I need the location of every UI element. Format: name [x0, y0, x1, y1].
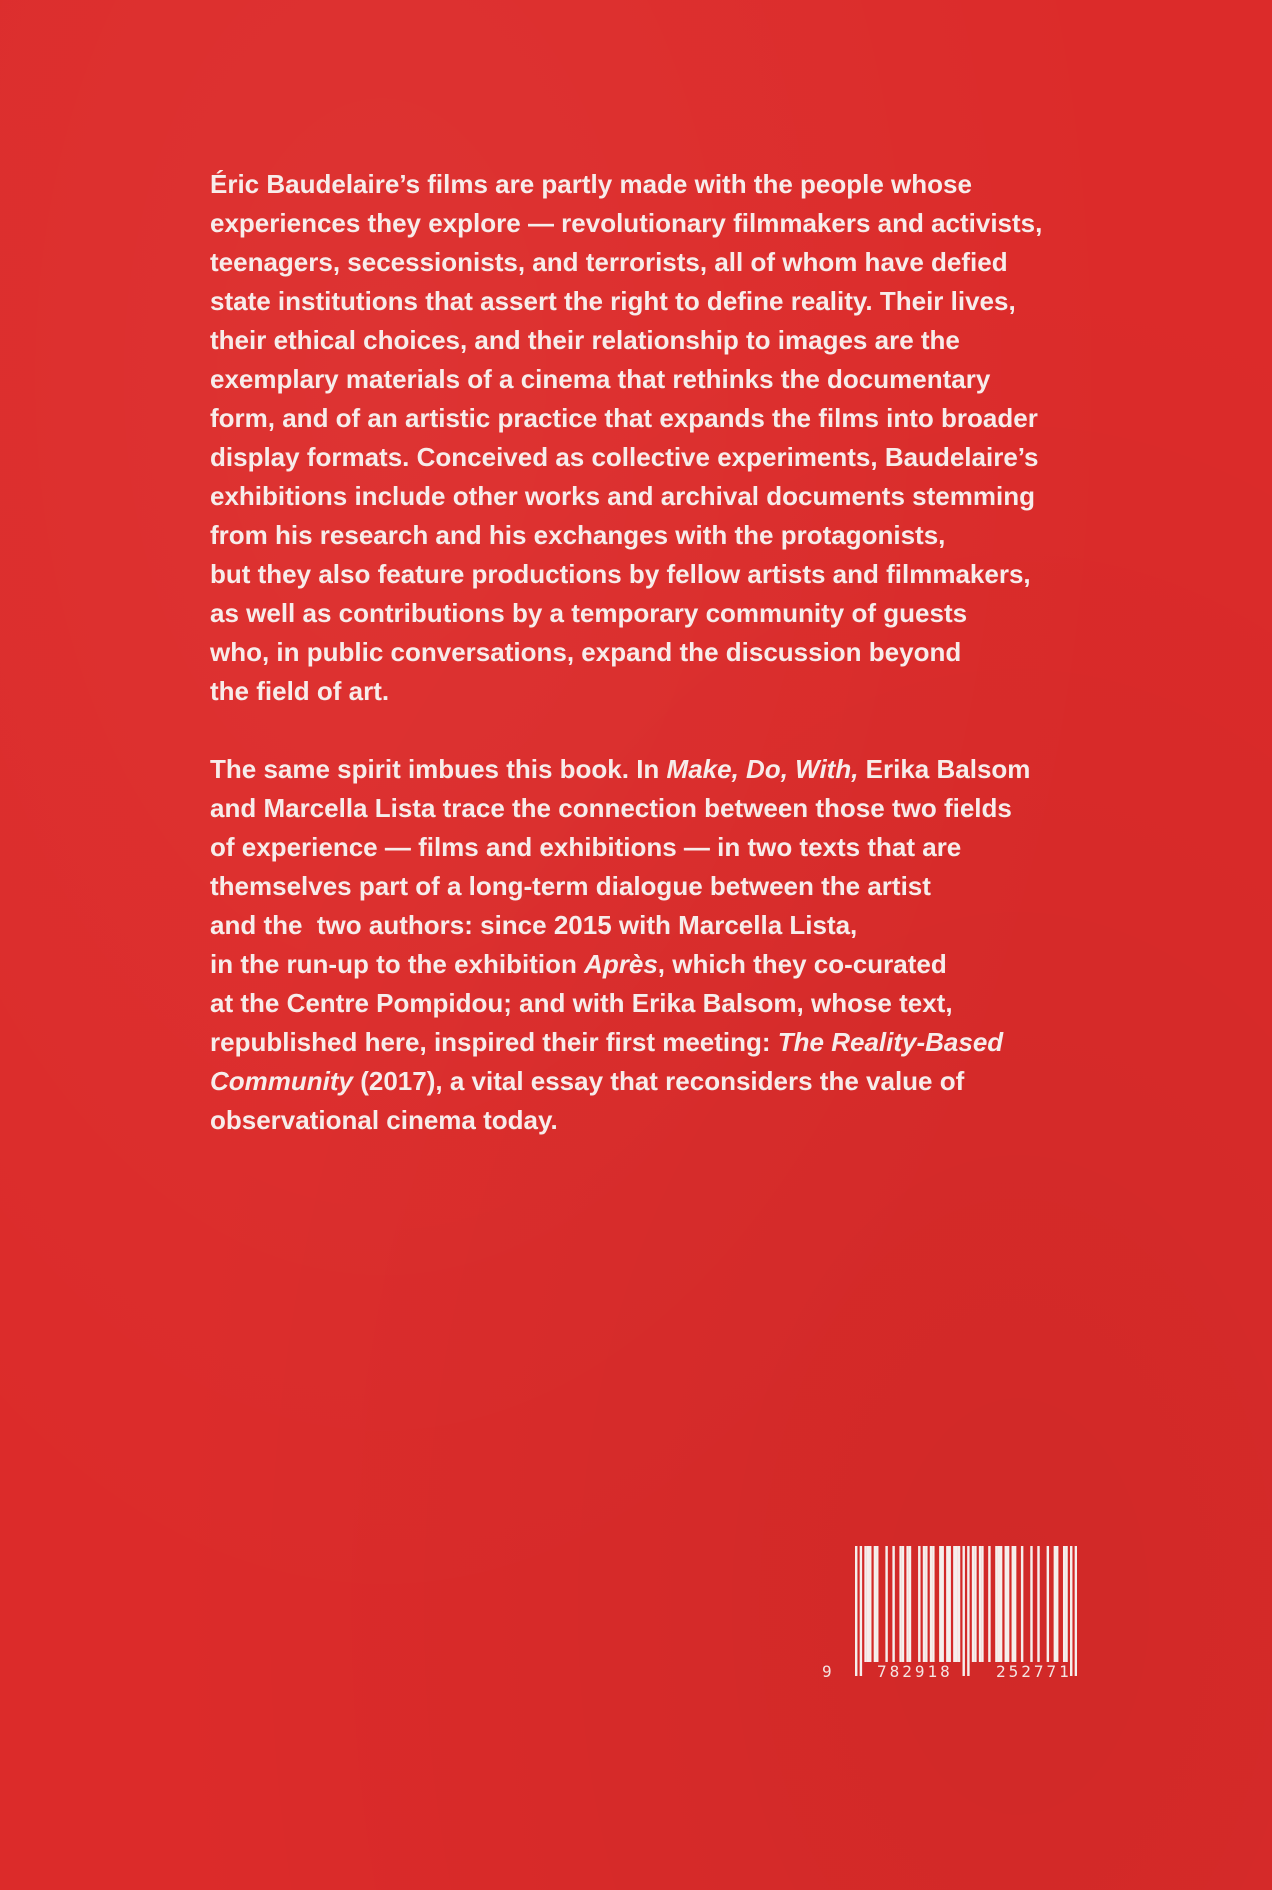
barcode-bar: [925, 1546, 927, 1662]
text-line: observational cinema today.: [210, 1105, 558, 1135]
barcode-bar: [874, 1546, 876, 1662]
text-run: republished here, inspired their first meeting:: [210, 1027, 778, 1057]
barcode-bar: [1000, 1546, 1002, 1662]
barcode-bar: [1070, 1546, 1072, 1676]
barcode-bar: [909, 1546, 911, 1662]
barcode-bar: [998, 1546, 1000, 1662]
barcode-bar: [1014, 1546, 1016, 1662]
barcode-bar: [1054, 1546, 1056, 1662]
barcode-bar: [899, 1546, 901, 1662]
barcode-first-digit: 9: [822, 1662, 835, 1681]
text-run: in the run-up to the exhibition: [210, 949, 585, 979]
text-run: Erika Balsom: [858, 754, 1031, 784]
barcode-bar: [1012, 1546, 1014, 1662]
barcode-bar: [855, 1546, 857, 1676]
text-line: at the Centre Pompidou; and with Erika Balsom, whose text,: [210, 988, 953, 1018]
text-run: The same spirit imbues this book. In: [210, 754, 667, 784]
barcode-bar: [918, 1546, 920, 1662]
barcode-bar: [972, 1546, 974, 1662]
text-line: state institutions that assert the right to define reality. Their lives,: [210, 286, 1016, 316]
barcode-bar: [892, 1546, 894, 1662]
text-line: who, in public conversations, expand the discussion beyond: [210, 637, 962, 667]
barcode-bar: [923, 1546, 925, 1662]
text-run: (2017), a vital essay that reconsiders the value of: [353, 1066, 965, 1096]
text-line: from his research and his exchanges with the protagonists,: [210, 520, 946, 550]
barcode-bar: [1037, 1546, 1039, 1662]
text-run: , which they co-curated: [657, 949, 947, 979]
text-line: themselves part of a long-term dialogue between the artist: [210, 871, 931, 901]
book-title-italic: Make, Do, With,: [666, 754, 859, 784]
barcode-left-group: 782918: [877, 1662, 953, 1681]
barcode-bar: [955, 1546, 957, 1662]
text-line: [210, 1062, 1110, 1101]
barcode-bar: [1005, 1546, 1007, 1662]
barcode-bar: [941, 1546, 943, 1662]
text-line: of experience — films and exhibitions — in two texts that are: [210, 832, 962, 862]
text-line: form, and of an artistic practice that expands the films into broader: [210, 403, 1038, 433]
text-line: exhibitions include other works and archival documents stemming: [210, 481, 1035, 511]
barcode-bar: [930, 1546, 932, 1662]
barcode-bar: [1030, 1546, 1032, 1662]
barcode-bar: [967, 1546, 969, 1676]
barcode-bar: [939, 1546, 941, 1662]
barcode-bar: [979, 1546, 981, 1662]
barcode-bar: [902, 1546, 904, 1662]
text-line: as well as contributions by a temporary community of guests: [210, 598, 968, 628]
barcode-right-group: 252771: [996, 1662, 1072, 1681]
barcode-bar: [946, 1546, 948, 1662]
barcode-bar: [1007, 1546, 1009, 1662]
text-line: and Marcella Lista trace the connection between those two fields: [210, 793, 1012, 823]
blurb-text: [210, 165, 1110, 1140]
barcode-bar: [885, 1546, 887, 1662]
text-line: [210, 1023, 1110, 1062]
text-line: [210, 750, 1110, 789]
barcode-bar: [981, 1546, 983, 1662]
barcode-bar: [1063, 1546, 1065, 1662]
barcode-bar: [1021, 1546, 1023, 1662]
barcode-digits: [822, 1662, 1104, 1684]
text-line: and the two authors: since 2015 with Marcella Lista,: [210, 910, 858, 940]
exhibition-title-italic: Après: [584, 949, 658, 979]
barcode-bar: [906, 1546, 908, 1662]
text-line: experiences they explore — revolutionary filmmakers and activists,: [210, 208, 1043, 238]
barcode-bar: [1056, 1546, 1058, 1662]
barcode-bar: [1047, 1546, 1049, 1662]
isbn-barcode: [822, 1546, 1104, 1686]
essay-title-italic: The Reality-Based: [777, 1027, 1004, 1057]
text-line: exemplary materials of a cinema that rethinks the documentary: [210, 364, 991, 394]
barcode-bar: [869, 1546, 871, 1662]
text-line: [210, 945, 1110, 984]
barcode-bar: [876, 1546, 878, 1662]
text-line: display formats. Conceived as collective experiments, Baudelaire’s: [210, 442, 1039, 472]
barcode-bar: [932, 1546, 934, 1662]
barcode-bar: [948, 1546, 950, 1662]
text-line: teenagers, secessionists, and terrorists, all of whom have defied: [210, 247, 1008, 277]
barcode-bar: [988, 1546, 990, 1662]
barcode-bar: [962, 1546, 964, 1676]
text-line: their ethical choices, and their relationship to images are the: [210, 325, 960, 355]
text-line: the field of art.: [210, 676, 390, 706]
barcode-bar: [1075, 1546, 1077, 1676]
barcode-bar: [864, 1546, 866, 1662]
barcode-bar: [1065, 1546, 1067, 1662]
barcode-bar: [958, 1546, 960, 1662]
barcode-bar: [974, 1546, 976, 1662]
paragraph-gap: [210, 711, 1110, 750]
barcode-bar: [953, 1546, 955, 1662]
barcode-bar: [860, 1546, 862, 1676]
barcode-bars: [855, 1546, 1077, 1676]
barcode-bar: [995, 1546, 997, 1662]
barcode-bar: [867, 1546, 869, 1662]
text-line: but they also feature productions by fellow artists and filmmakers,: [210, 559, 1031, 589]
essay-title-italic: Community: [210, 1066, 353, 1096]
text-line: Éric Baudelaire’s films are partly made with the people whose: [210, 169, 972, 199]
